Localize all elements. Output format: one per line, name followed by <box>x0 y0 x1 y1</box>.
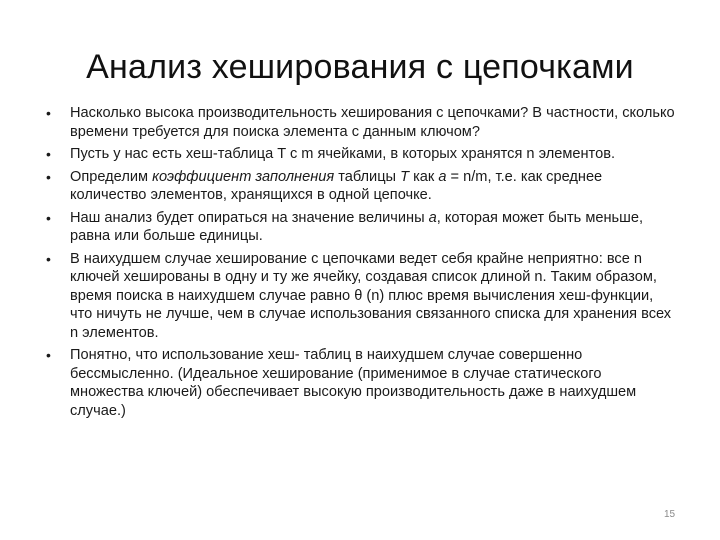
bullet-marker: • <box>46 250 51 267</box>
bullet-marker: • <box>46 347 51 363</box>
bullet-text-segment: Определим <box>70 168 153 185</box>
bullet-text-segment: = n/m, т.е. как среднее количество элементов, хранящихся в одной цепочке. <box>70 168 603 203</box>
bullet-text: В наихудшем случае хеширование с цепочками ведет себя крайне неприятно: все n ключей хешированы в одну и ту же ячейку, создавая список длиной n. Таким образом, время поиска в наихудшем случае равно θ (n) плюс время вычисления хеш-функции, что ничуть не лучше, чем в случае использования связанного списка для хранения всех n элементов. <box>70 250 672 341</box>
bullet-item <box>46 209 676 246</box>
symbol-alpha: a <box>428 209 437 226</box>
bullet-list <box>46 104 676 424</box>
bullet-item <box>46 145 676 164</box>
bullet-item <box>46 168 676 205</box>
bullet-item <box>46 346 676 420</box>
symbol-alpha: a <box>438 168 447 185</box>
bullet-item <box>46 250 676 343</box>
bullet-marker: • <box>46 146 51 162</box>
bullet-text-segment: Наш анализ будет опираться на значение величины <box>70 209 429 226</box>
bullet-marker: • <box>46 209 51 226</box>
slide-title: Анализ хеширования с цепочками <box>86 48 634 86</box>
bullet-marker: • <box>46 105 51 121</box>
bullet-text-segment: таблицы <box>334 168 401 185</box>
bullet-text: Пусть у нас есть хеш-таблица T с m ячейками, в которых хранятся n элементов. <box>70 146 615 162</box>
term-load-factor: коэффициент заполнения <box>152 168 335 185</box>
bullet-text: Понятно, что использование хеш- таблиц в наихудшем случае совершенно бессмысленно. (Идеальное хеширование (применимое в случае статического множества ключей) обеспечивает высокую производительность даже в наихудшем случае.) <box>70 347 637 419</box>
bullet-text: Насколько высока производительность хеширования с цепочками? В частности, сколько времени требуется для поиска элемента с данным ключом? <box>70 105 675 140</box>
bullet-text <box>70 210 643 245</box>
bullet-marker: • <box>46 168 51 185</box>
page-number: 15 <box>664 509 676 520</box>
symbol-table-t: T <box>400 168 410 185</box>
bullet-text <box>70 169 602 204</box>
bullet-text-segment: , которая может быть меньше, равна или больше единицы. <box>70 209 644 244</box>
bullet-item <box>46 104 676 141</box>
bullet-text-segment: как <box>409 168 439 185</box>
